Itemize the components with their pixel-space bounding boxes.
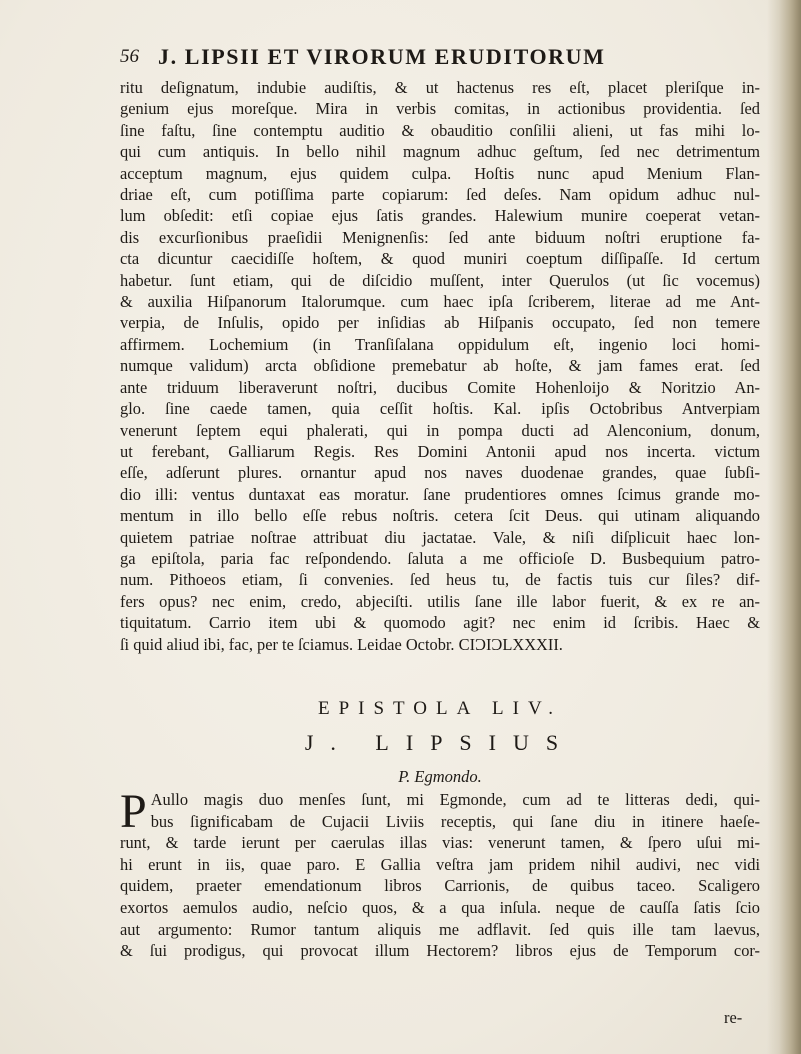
text-line: fers opus? nec enim, credo, abjeciſti. utilis ſane ille labor fuerit, & ex re an- [120, 591, 760, 611]
text-line: aut argumento: Rumor tantum aliquis me adflavit. ſed quis ille tam laevus, [120, 919, 760, 939]
author-heading: J. LIPSIUS [304, 730, 576, 755]
catchword: re- [724, 1008, 743, 1027]
text-line: glo. ſine caede tamen, quia ceſſit hoſtis. Kal. ipſis Octobribus Antverpiam [120, 399, 760, 419]
text-line: & ſui prodigus, qui provocat illum Hectorem? libros ejus de Temporum cor- [120, 941, 760, 961]
text-line: Aullo magis duo menſes ſunt, mi Egmonde, cum ad te litteras dedi, qui- [150, 790, 760, 809]
text-line: numque validum) arcta obſidione premebatur ab hoſte, & jam fames erat. ſed [120, 356, 760, 376]
text-line: ſine faſtu, ſine contemptu auditio & obauditio conſilii alieni, ut fas mihi lo- [120, 120, 760, 140]
text-line: & auxilia Hiſpanorum Italorumque. cum haec ipſa ſcriberem, literae ad me Ant- [120, 292, 760, 312]
text-line: tiquitatum. Carrio item ubi & quomodo agit? nec enim id ſcribis. Haec & [120, 613, 760, 633]
page-edge-shadow [767, 0, 801, 1054]
text-line: venerunt ſeptem equi phalerati, qui in pompa ducti ad Alenconium, donum, [120, 420, 760, 440]
previous-letter-text [120, 77, 760, 655]
text-line: runt, & tarde ierunt per caerulas illas vias: venerunt tamen, & ſpero uſui mi- [120, 833, 760, 853]
text-line: exortos aemulos audio, neſcio quos, & a qua inſula. neque de cauſſa ſatis ſcio [120, 897, 760, 917]
text-line: dis excurſionibus praeſidii Menignenſis: ſed ante biduum noſtri eruptione fa- [120, 227, 760, 247]
text-line: ſi quid aliud ibi, fac, per te ſciamus. Leidae Octobr. CIƆIƆLXXXII. [120, 634, 563, 654]
text-line: ritu deſignatum, indubie audiſtis, & ut hactenus res eſt, placet pleriſque in- [120, 78, 760, 97]
text-line: cta dicuntur caecidiſſe hoſtem, & quod muniri coeptum diſſipaſſe. Id certum [120, 249, 760, 269]
text-line: ante triduum liberaverunt noſtri, ducibus Comite Hohenloijo & Noritzio An- [120, 377, 760, 397]
text-line: habetur. ſunt etiam, qui de diſcidio muſſent, inter Querulos (ut ſic vocemus) [120, 270, 760, 290]
text-line: genium ejus moreſque. Mira in verbis comitas, in actionibus providentia. ſed [120, 99, 760, 119]
text-line: hi erunt in iis, quae paro. E Gallia veſtra jam pridem nihil audivi, nec vidi [120, 854, 760, 874]
text-line: eſſe, adſerunt plures. ornantur apud nos naves duodenae grandes, quae ſubſi- [120, 463, 760, 483]
letter-text [120, 785, 760, 962]
page-number: 56 [120, 46, 139, 67]
text-line: lum obſedit: etſi copiae ejus ſatis grandes. Halewium munire coeperat vetan- [120, 206, 760, 226]
text-line: quietem patriae noſtrae attribuat diu jactatae. Vale, & niſi diſplicuit haec lon- [120, 527, 760, 547]
text-line: ga epiſtola, paria fac reſpondendo. ſaluta a me officioſe D. Busbequium patro- [120, 548, 760, 568]
text-line: acceptum magnum, ejus quidem culpa. Hoſtis nunc apud Menium Flan- [120, 163, 760, 183]
running-head: J. LIPSII ET VIRORUM ERUDITORUM [158, 44, 606, 69]
text-line: num. Pithoeos etiam, ſi convenies. ſed heus tu, de factis tuis cur ſiles? dif- [120, 570, 760, 590]
recipient-line: P. Egmondo. [398, 767, 482, 786]
text-line: affirmem. Lochemium (in Tranſiſalana oppidulum eſt, ingenio loci homi- [120, 334, 760, 354]
drop-cap: P [120, 785, 147, 838]
page-header [120, 44, 750, 74]
text-line: driae eſt, cum potiſſima parte copiarum: ſed deſes. Nam opidum adhuc nul- [120, 185, 760, 205]
text-line: mentum in illo bello eſſe rebus noſtris. cetera ſcit Deus. qui utinam aliquando [120, 506, 760, 526]
text-line: qui cum antiquis. In bello nihil magnum adhuc geſtum, ſed nec detrimentum [120, 142, 760, 162]
text-line: quidem, praeter emendationum libros Carrionis, de quibus taceo. Scaligero [120, 876, 760, 896]
text-line: ut ferebant, Galliarum Regis. Res Domini Antonii apud nos incerta. victum [120, 441, 760, 461]
text-line: dio illi: ventus duntaxat eas moratur. ſane prudentiores omnes ſcimus grande mo- [120, 484, 760, 504]
text-line: verpia, de Inſulis, opido per inſidias ab Hiſpanis occupato, ſed non temere [120, 313, 760, 333]
epistola-heading: EPISTOLA LIV. [317, 698, 563, 719]
text-line: bus ſignificabam de Cujacii Liviis receptis, qui ſane diu in itinere haeſe- [150, 811, 760, 831]
